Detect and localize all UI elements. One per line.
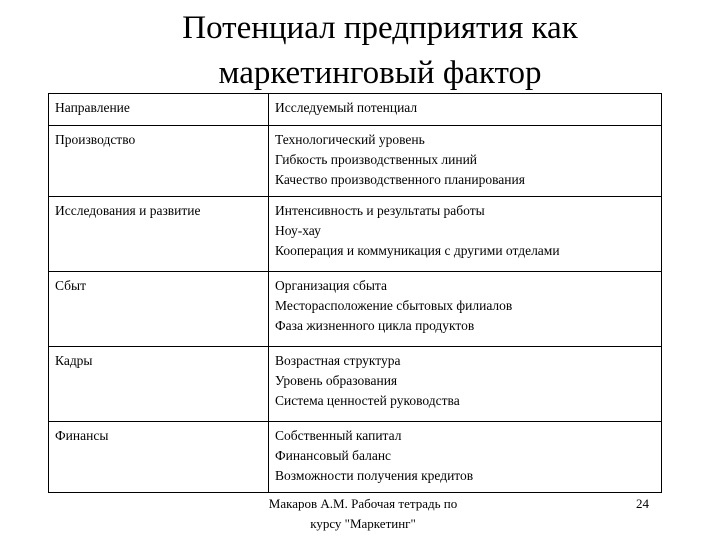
potential-cell — [269, 272, 662, 347]
table-row — [49, 422, 662, 493]
potential-cell — [269, 347, 662, 422]
potential-table — [48, 93, 662, 493]
potential-item: Возможности получения кредитов — [275, 468, 474, 483]
potential-item: Система ценностей руководства — [275, 393, 460, 408]
potential-item: Технологический уровень — [275, 132, 425, 147]
source-citation — [248, 494, 478, 534]
potential-item: Кооперация и коммуникация с другими отделами — [275, 243, 560, 258]
potential-item: Собственный капитал — [275, 428, 402, 443]
potential-item: Фаза жизненного цикла продуктов — [275, 318, 475, 333]
potential-item: Возрастная структура — [275, 353, 401, 368]
potential-item: Гибкость производственных линий — [275, 152, 478, 167]
header-direction: Направление — [49, 94, 269, 126]
direction-cell: Сбыт — [49, 272, 269, 347]
slide-title-line-1: Потенциал предприятия как — [182, 10, 578, 46]
potential-item: Месторасположение сбытовых филиалов — [275, 298, 513, 313]
direction-cell: Исследования и развитие — [49, 197, 269, 272]
direction-cell: Финансы — [49, 422, 269, 493]
potential-item: Финансовый баланс — [275, 448, 392, 463]
table-row — [49, 126, 662, 197]
slide-title — [100, 6, 660, 96]
source-citation-line-1: Макаров А.М. Рабочая тетрадь по — [268, 496, 458, 511]
slide-title-line-2: маркетинговый фактор — [218, 55, 542, 91]
header-potential: Исследуемый потенциал — [269, 94, 662, 126]
table-row — [49, 272, 662, 347]
table-row — [49, 347, 662, 422]
page-number: 24 — [636, 496, 649, 511]
table-row — [49, 197, 662, 272]
table-header-row — [49, 94, 662, 126]
direction-cell: Производство — [49, 126, 269, 197]
potential-cell — [269, 197, 662, 272]
potential-cell — [269, 126, 662, 197]
potential-item: Ноу-хау — [275, 223, 321, 238]
direction-cell: Кадры — [49, 347, 269, 422]
potential-item: Интенсивность и результаты работы — [275, 203, 485, 218]
potential-item: Организация сбыта — [275, 278, 387, 293]
source-citation-line-2: курсу "Маркетинг" — [310, 516, 416, 531]
potential-item: Уровень образования — [275, 373, 398, 388]
potential-cell — [269, 422, 662, 493]
potential-item: Качество производственного планирования — [275, 172, 525, 187]
